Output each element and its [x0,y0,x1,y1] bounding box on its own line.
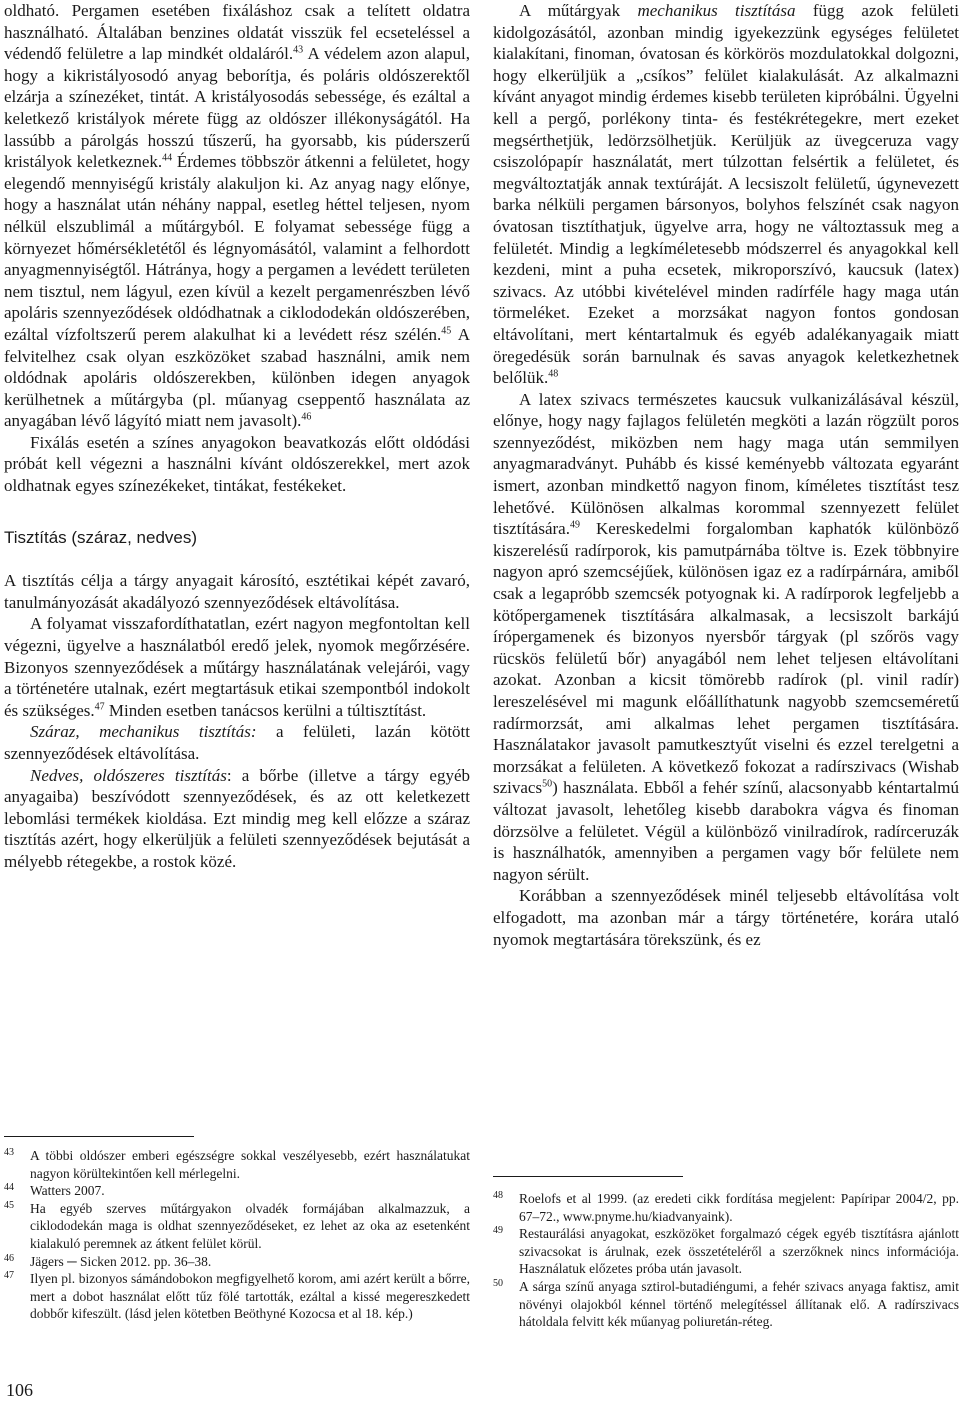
footnote-ref-49: 49 [569,519,580,531]
paragraph-latex-sponge: A latex szivacs természetes kaucsuk vulkanizálásával készül, előnye, hogy nagy fajlagos felületén megköti a lazán rögzült poros szennyeződést, miközben nem hagy maga után semmilyen anyagmaradványt. Puhább és kissé keményebb változata egyaránt ismert, azonban mindkettő nagyon finom, kíméletes tisztítást tesz lehetővé. Különösen alkalmas korommal szennyezett felület tisztítására.$^{49}$ Kereskedelmi forgalomban kaphatók különböző kiszerelésű radírporok, kis pamutpárnába töltve is. Ezek többnyire nagyon apró szemcséjűek, különösen igaz ez a radírpárnára, amiből csak a legapróbb szemcsék potyognak ki. A radírporok legfeljebb a kötőpergamenek tisztítására alkalmasak, a lecsiszolt barkájú írópergamenek és bizonyos nyersbőr tárgyak (pl szőrös vagy rücskös felületű bőr) anyagából nem lehet teljesen eltávolítani azokat. Azonban a kicsit tömörebb radírok (pl. vinil radír) lereszelésével mi magunk előállíthatunk nagyobb szemcseméretű radírmorzsát, ami alkalmas lehet pergamen tisztítására. Használatakor javasolt pamutkesztyűt viselni és ezzel terelgetni a morzsákat a felületen. A következő fokozat a radírszivacs (Wishab szivacs$^{50}$) használata. Ebből a fehér színű, alacsonyabb kéntartalmú változat javasolt, lehetőleg kisebb darabokra vágva és finoman dörzsölve a felületet. Végül a különböző vinilradírok, radírceruzák is használhatók, amennyiben a pergamen vagy bőr felülete nem nagyon sérült. [493,389,959,884]
paragraph-wet-cleaning: Nedves, oldószeres tisztítás: a bőrbe (illetve a tárgy egyéb anyagaiba) beszívódott szennyeződések, és az ott keletkezett lebomlási termékek kioldása. Ezt mindig meg kell előzze a száraz tisztítás azért, hogy elkerüljük a felületi szennyeződések bejutását a mélyebb rétegekbe, a rostok közé. [4,765,470,871]
footnote-ref-46: 46 [301,411,312,423]
footnote-ref-43: 43 [293,44,304,56]
left-column [4,0,470,873]
footnote-divider-left [4,1136,194,1137]
paragraph-irreversible: A folyamat visszafordíthatatlan, ezért nagyon megfontoltan kell végezni, ügyelve a használatból eredő jelek, nyomok megőrzésére. Bizonyos szennyeződések a műtárgy használatának velejárói, vagy a történetére utalnak, ezért megtartásuk etikai szempontból indokolt és szükséges.$^{47}$ Minden esetben tanácsos kerülni a túltisztítást. [4,614,470,720]
paragraph-cyclododecane: oldható. Pergamen esetében fixáláshoz csak a telített oldatra használható. Általában benzines oldatát visszük fel ecseteléssel a védendő felületre a lap mindkét oldaláról.$^{43}$ A védelem azon alapul, hogy a kikristályosodó anyag beborítja, és poláris oldószerektől elzárja a színezéket, tintát. A kristályosodás sebessége, és ezáltal a keletkező kristályok mérete függ az oldószer illékonyságától. Ha lassúbb a párolgás hosszú tűszerű, ha gyorsabb, kis púderszerű kristályok keletkeznek.$^{44}$ Érdemes többször átkenni a felületet, hogy elegendő mennyiségű kristály alakuljon ki. Az anyag nagy előnye, hogy a használat után néhány nappal, esetleg héttel teljesen, nyom nélkül elszublimál a műtárgyból. E folyamat sebessége függ a környezet hőmérsékletétől és légnyomásától, valamint a felhordott anyagmennyiségtől. Hátránya, hogy a pergamen a levédett területen nem tisztul, nem lágyul, ezen kívül a kezelt pergamenrészben lévő apoláris szennyeződések oldódhatnak a ciklododekán oldószerében, ezáltal vízfoltszerű perem alakulhat ki a levédett rész szélén.$^{45}$ A felvitelhez csak olyan eszközöket szabad használni, amik nem oldódnak apoláris oldószerekben, különben idegen anyagok kerülhetnek a műtárgyba (pl. műanyag cseppentő használata az anyagában lévő lágyító miatt nem javasolt).$^{46}$ [4,1,471,431]
footnote-divider-right [493,1176,683,1177]
footnote-ref-44: 44 [162,152,173,164]
left-footnotes [4,1147,470,1323]
footnote-ref-47: 47 [94,701,105,713]
footnote-48: 48 Roelofs et al 1999. (az eredeti cikk fordítása megjelent: Papíripar 2004/2, pp. 67–72., www.pnyme.hu/kiadvanyaink). [493,1190,959,1224]
footnote-43: 43 A többi oldószer emberi egészségre sokkal veszélyesebb, ezért használatukat nagyon körültekintően kell mérlegelni. [4,1147,470,1181]
page-number: 106 [6,1380,33,1400]
footnote-50: 50 A sárga színű anyaga sztirol-butadiéngumi, a fehér szivacs anyaga faktisz, amit növényi olajokból kénnel történő melegítéssel állítanak elő. A radírszivacs hátoldala felvitt kék műanyag poliuretán-réteg. [493,1277,959,1330]
footnote-44: 44 Watters 2007. [4,1182,105,1199]
right-footnotes [493,1190,959,1331]
footnote-45: 45 Ha egyéb szerves műtárgyakon olvadék formájában alkalmazzuk, a ciklododekán maga is oldhat szennyeződéseket, ez lehet az oka az esetenként kialakuló peremnek az átkent felület körül. [4,1199,470,1251]
footnote-ref-48: 48 [548,368,559,380]
paragraph-fixing-test: Fixálás esetén a színes anyagokon beavatkozás előtt oldódási próbát kell végezni a használni kívánt oldószerekkel, mert azok oldhatnak egyes színezékeket, tintákat, festékeket. [4,432,470,496]
left-body-text [4,0,470,873]
right-body-text [493,0,959,950]
paragraph-mechanical-cleaning: A műtárgyak mechanikus tisztítása függ azok felületi kidolgozásától, azonban mindig igyekezzünk egységes felületet kialakítani, finoman, óvatosan és körkörös mozdulatokkal dolgozni, hogy elkerüljük a „csíkos” felület kialakulását. Az alkalmazni kívánt anyagot mindig érdemes kisebb területen kipróbálni. Ügyelni kell a pergő, porlékony tinta- és festékrétegekre, mert ezeket megsérthetjük, ledörzsölhetjük. Kerüljük az üvegceruza vagy csiszolópapír használatát, mert túlzottan felsértik a felületet, és megváltoztatják annak textúráját. A lecsiszolt felületű, úgynevezett barka nélküli pergamen bársonyos, bolyhos felszínét csak nagyon óvatosan tisztíthatjuk, ügyelve arra, hogy ne változtassuk meg a felületét. Mindig a legkíméletesebb módszerrel és anyagokkal kell kezdeni, mint a puha ecsetek, mikroporszívó, kaucsuk (latex) szivacs. Az utóbbi kivételével minden radírféle hagy maga után törmeléket. Ezeket a morzsákat nagyon fontos gondosan eltávolítani, mert kéntartalmuk és egyéb adalékanyagaik miatt öregedésük során barnulnak és savas anyagok keletkezhetnek belőlük.$^{48}$ [493,1,959,388]
footnote-49: 49 Restaurálási anyagokat, eszközöket forgalmazó cégek egyéb tisztításra ajánlott szivacsokat is árulnak, ezek összetételéről a szerzőknek nincs információja. Használatuk előzetes próba után javasolt. [493,1225,959,1277]
footnote-ref-50: 50 [542,778,553,790]
paragraph-earlier-practice: Korábban a szennyeződések minél teljesebb eltávolítása volt elfogadott, ma azonban már a tárgy történetére, korára utaló nyomok megtartására törekszünk, és ez [493,886,959,949]
paragraph-dry-cleaning: Száraz, mechanikus tisztítás: a felületi, lazán kötött szennyeződések eltávolítása. [4,722,470,763]
footnote-ref-45: 45 [441,325,452,337]
footnote-46: 46 Jägers ─ Sicken 2012. pp. 36–38. [4,1252,212,1269]
footnote-47: 47 Ilyen pl. bizonyos sámándobokon megfigyelhető korom, ami azért került a bőrre, mert a dobot használat előtt tűz fölé tartották, ezáltal a kissé megereszkedett dobbőr kifeszült. (lásd jelen kötetben Beöthyné Kozocsa et al 18. kép.) [4,1270,470,1322]
section-heading: Tisztítás (száraz, nedves) [4,527,198,547]
paragraph-cleaning-goal: A tisztítás célja a tárgy anyagait károsító, esztétikai képét zavaró, tanulmányozását akadályozó szennyeződések eltávolítása. [4,571,470,612]
right-column [493,0,959,950]
